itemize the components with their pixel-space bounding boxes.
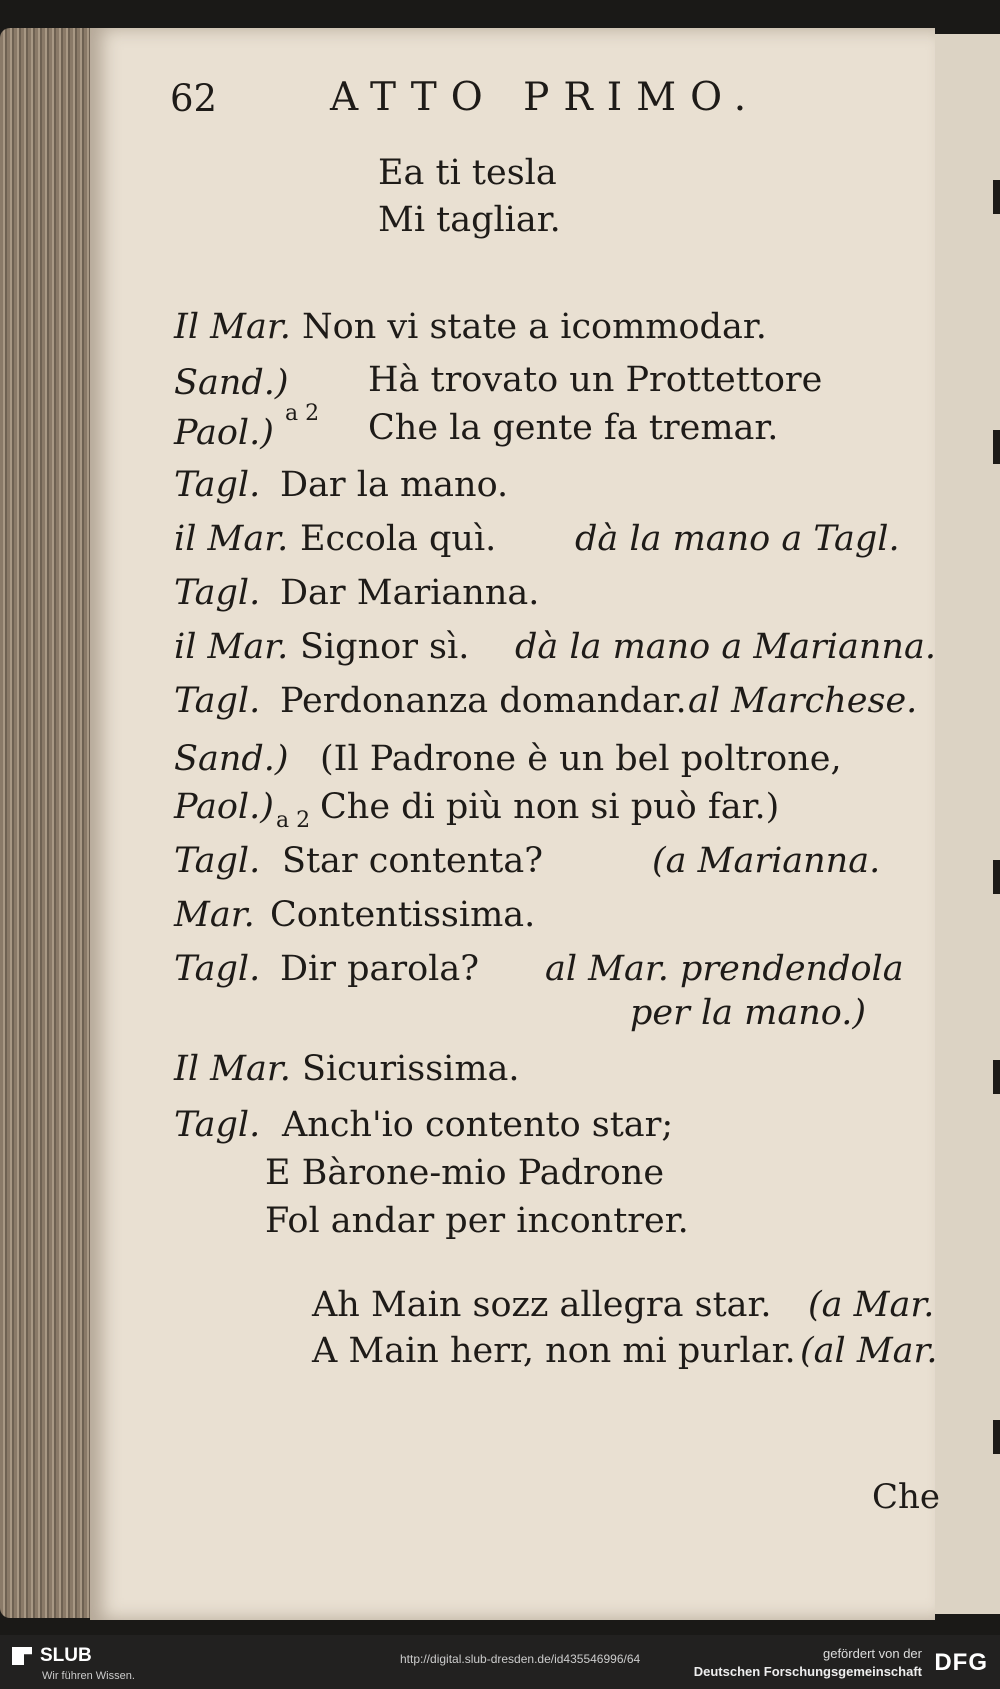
funding-line-1: gefördert von der — [822, 1646, 922, 1661]
dialogue-line: Dir parola? — [280, 949, 480, 989]
stage-direction: al Mar. prendendola — [545, 949, 904, 989]
speaker-name: Tagl. — [174, 841, 261, 881]
dialogue-line: Eccola quì. — [300, 519, 497, 559]
permalink[interactable]: http://digital.slub-dresden.de/id435546996/64 — [400, 1652, 641, 1666]
slub-tagline: Wir führen Wissen. — [42, 1670, 135, 1682]
speaker-name: Tagl. — [174, 949, 261, 989]
a2-label: a 2 — [276, 808, 311, 833]
stage-direction: dà la mano a Marianna. — [515, 627, 936, 667]
slub-logo[interactable]: SLUB — [40, 1645, 92, 1666]
dialogue-line: Anch'io contento star; — [282, 1105, 674, 1145]
dialogue-line: Star contenta? — [282, 841, 543, 881]
dialogue-line: Sicurissima. — [302, 1049, 520, 1089]
facing-page-mark — [993, 860, 1000, 894]
stage-direction: (a Marianna. — [652, 841, 881, 881]
page-header: ATTO PRIMO. — [330, 75, 761, 120]
verse-line: Ea ti tesla — [378, 153, 557, 193]
facing-page-mark — [993, 180, 1000, 214]
dialogue-line: Hà trovato un Prottettore — [368, 360, 823, 400]
dialogue-line: Che di più non si può far.) — [320, 787, 780, 827]
page-number: 62 — [170, 77, 218, 120]
a2-label: a 2 — [285, 401, 320, 426]
speaker-name: Paol.) — [174, 787, 274, 827]
speaker-name: Sand.) — [174, 363, 289, 403]
speaker-name: il Mar. — [174, 519, 289, 559]
facing-page-mark — [993, 1060, 1000, 1094]
book-page — [90, 28, 941, 1620]
dialogue-line: Contentissima. — [270, 895, 536, 935]
speaker-name: Il Mar. — [174, 1049, 291, 1089]
viewer-footer — [0, 1635, 1000, 1689]
dialogue-line: Fol andar per incontrer. — [265, 1201, 689, 1241]
dialogue-line: Signor sì. — [300, 627, 470, 667]
speaker-name: Tagl. — [174, 573, 261, 613]
dialogue-line: Dar la mano. — [280, 465, 509, 505]
dialogue-line: Dar Marianna. — [280, 573, 540, 613]
stage-direction: dà la mano a Tagl. — [575, 519, 900, 559]
facing-page-mark — [993, 430, 1000, 464]
speaker-name: Il Mar. — [174, 307, 291, 347]
speaker-name: Tagl. — [174, 465, 261, 505]
slub-logo-icon — [12, 1647, 32, 1665]
dfg-logo[interactable]: DFG — [934, 1649, 988, 1676]
dialogue-line: E Bàrone-mio Padrone — [265, 1153, 665, 1193]
speaker-name: Mar. — [174, 895, 255, 935]
speaker-name: il Mar. — [174, 627, 289, 667]
stage-direction: (al Mar. — [800, 1331, 938, 1371]
dialogue-line: A Main herr, non mi purlar. — [312, 1331, 796, 1371]
dialogue-line: Ah Main sozz allegra star. — [312, 1285, 772, 1325]
stage-direction: (a Mar. — [808, 1285, 935, 1325]
catchword: Che — [872, 1477, 941, 1517]
dialogue-line: Non vi state a icommodar. — [302, 307, 767, 347]
funding-line-2: Deutschen Forschungsgemeinschaft — [693, 1664, 922, 1679]
page-stack-edge — [0, 28, 95, 1618]
speaker-name: Sand.) — [174, 739, 289, 779]
dialogue-line: (Il Padrone è un bel poltrone, — [320, 739, 842, 779]
speaker-name: Tagl. — [174, 1105, 261, 1145]
speaker-name: Tagl. — [174, 681, 261, 721]
speaker-name: Paol.) — [174, 413, 274, 453]
stage-direction: per la mano.) — [630, 993, 866, 1033]
verse-line: Mi tagliar. — [378, 200, 561, 240]
facing-page-mark — [993, 1420, 1000, 1454]
stage-direction: al Marchese. — [688, 681, 918, 721]
dialogue-line: Che la gente fa tremar. — [368, 408, 779, 448]
dialogue-line: Perdonanza domandar. — [280, 681, 687, 721]
